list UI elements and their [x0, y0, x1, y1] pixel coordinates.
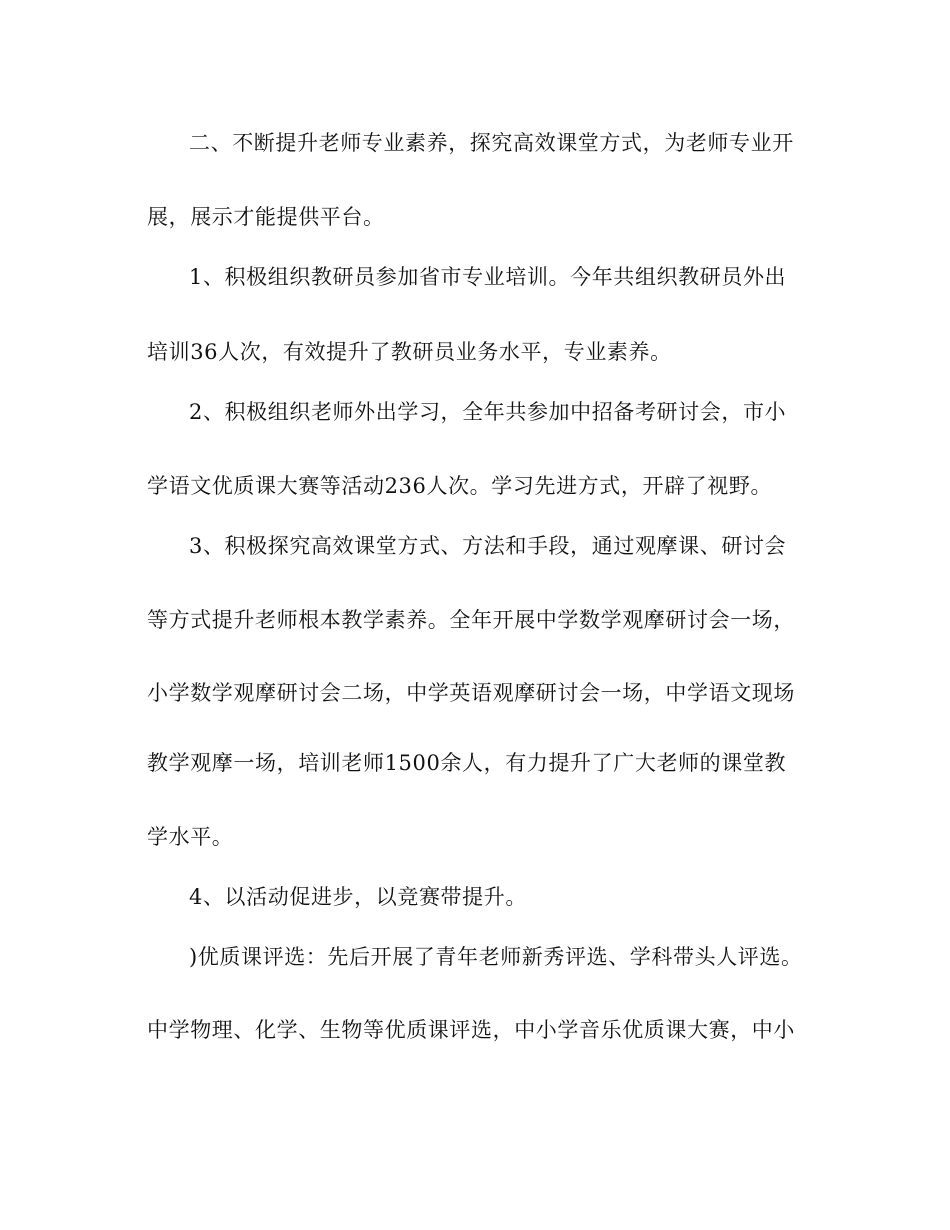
section-heading: 二、不断提升老师专业素养，探究高效课堂方式，为老师专业开 [189, 131, 794, 155]
list-item-1-line: 1、积极组织教研员参加省市专业培训。今年共组织教研员外出 [189, 265, 787, 289]
paragraph-line: 培训36人次，有效提升了教研员业务水平，专业素养。 [147, 340, 672, 364]
list-item-4-line: 4、以活动促进步，以竞赛带提升。 [189, 885, 527, 909]
list-item-2-line: 2、积极组织老师外出学习，全年共参加中招备考研讨会，市小 [189, 400, 787, 424]
paragraph-line: 等方式提升老师根本教学素养。全年开展中学数学观摩研讨会一场， [147, 608, 795, 632]
paragraph-line: 教学观摩一场，培训老师1500余人，有力提升了广大老师的课堂教 [147, 751, 787, 775]
paragraph-line: 学语文优质课大赛等活动236人次。学习先进方式，开辟了视野。 [147, 474, 773, 498]
paragraph-line: 中学物理、化学、生物等优质课评选，中小学音乐优质课大赛，中小 [147, 1018, 795, 1042]
paragraph-line: 小学数学观摩研讨会二场，中学英语观摩研讨会一场，中学语文现场 [147, 681, 795, 705]
sub-item-line: )优质课评选：先后开展了青年老师新秀评选、学科带头人评选。 [189, 945, 803, 969]
paragraph-line: 学水平。 [147, 825, 234, 849]
list-item-3-line: 3、积极探究高效课堂方式、方法和手段，通过观摩课、研讨会 [189, 534, 787, 558]
paragraph-line: 展，展示才能提供平台。 [147, 205, 385, 229]
